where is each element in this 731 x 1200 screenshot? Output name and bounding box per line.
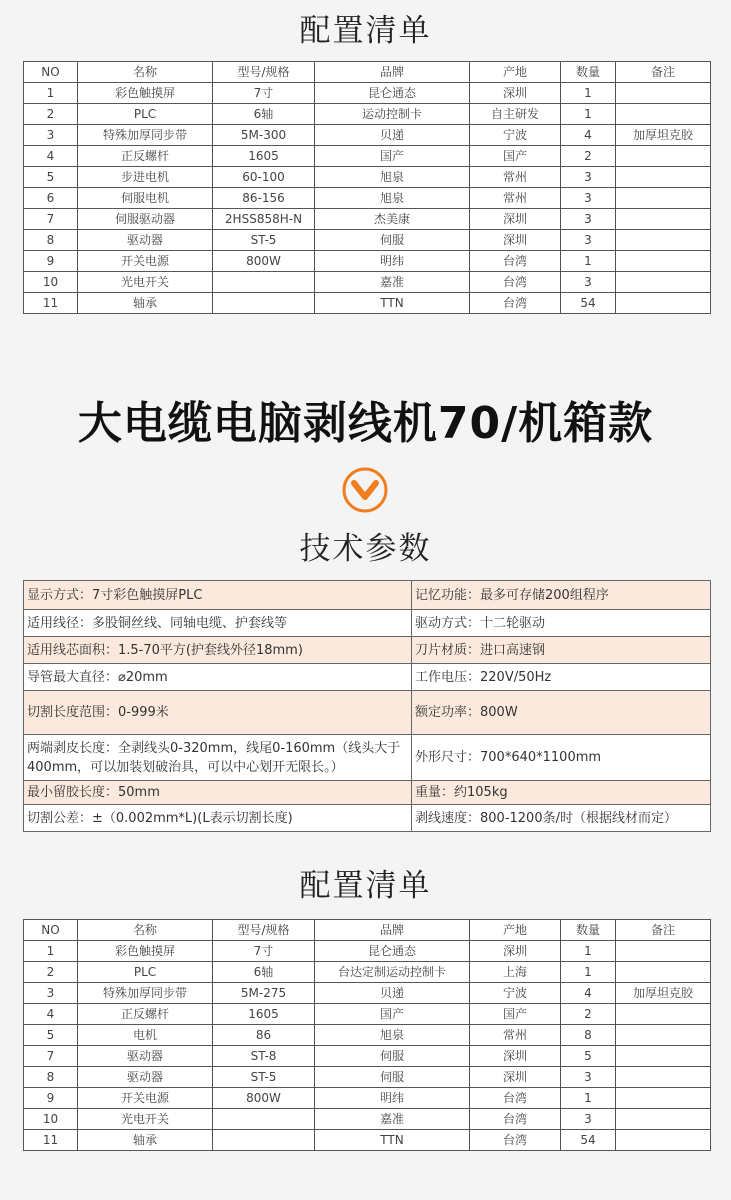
table-cell: 常州 — [470, 167, 561, 188]
table-cell: 轴承 — [78, 1130, 213, 1151]
column-header: NO — [24, 62, 78, 83]
table-row — [24, 272, 711, 293]
spec-cell: 两端剥皮长度：全剥线头0-320mm，线尾0-160mm（线头大于400mm，可以加装划破治具，可以中心划开无限长。） — [24, 735, 412, 781]
table-cell: 11 — [24, 293, 78, 314]
table-row — [24, 104, 711, 125]
table-header-row — [24, 920, 711, 941]
table-cell: 3 — [561, 272, 616, 293]
table-cell: 嘉准 — [315, 272, 470, 293]
table-cell: 3 — [561, 167, 616, 188]
table-cell: 6轴 — [213, 104, 315, 125]
table-cell: 8 — [24, 1067, 78, 1088]
table-cell — [616, 1067, 711, 1088]
table-cell: 5 — [24, 1025, 78, 1046]
column-header: 数量 — [561, 62, 616, 83]
table-cell: 国产 — [315, 1004, 470, 1025]
table-cell: 1 — [561, 251, 616, 272]
column-header: 型号/规格 — [213, 920, 315, 941]
table-cell: 驱动器 — [78, 1067, 213, 1088]
table-cell: 国产 — [315, 146, 470, 167]
table-row — [24, 1004, 711, 1025]
table-cell: 伺服 — [315, 230, 470, 251]
table-row — [24, 209, 711, 230]
table-cell — [616, 1046, 711, 1067]
column-header: 品牌 — [315, 920, 470, 941]
table-cell: 3 — [561, 188, 616, 209]
table-cell: 杰美康 — [315, 209, 470, 230]
table-row — [24, 188, 711, 209]
spec-cell: 刀片材质：进口高速钢 — [412, 637, 711, 664]
config2-title: 配置清单 — [299, 868, 432, 904]
table-cell: ST-5 — [213, 230, 315, 251]
table-cell: 开关电源 — [78, 1088, 213, 1109]
table-cell: 驱动器 — [78, 230, 213, 251]
table-cell: 台湾 — [470, 1109, 561, 1130]
table-cell: 5M-300 — [213, 125, 315, 146]
table-cell: 正反螺杆 — [78, 146, 213, 167]
spec-cell: 工作电压：220V/50Hz — [412, 664, 711, 691]
product-title: 大电缆电脑剥线机70/机箱款 — [77, 398, 654, 449]
spec-row — [24, 581, 711, 610]
spec-cell: 适用线芯面积：1.5-70平方(护套线外径18mm) — [24, 637, 412, 664]
table-cell: 运动控制卡 — [315, 104, 470, 125]
table-row — [24, 83, 711, 104]
table-cell: 台湾 — [470, 1130, 561, 1151]
table-cell — [616, 83, 711, 104]
table-cell — [616, 941, 711, 962]
table-row — [24, 251, 711, 272]
table-cell: 3 — [561, 1109, 616, 1130]
table-cell: 台湾 — [470, 251, 561, 272]
table-cell: 11 — [24, 1130, 78, 1151]
table-cell: 1605 — [213, 1004, 315, 1025]
table-cell: 7寸 — [213, 941, 315, 962]
spec-cell: 剥线速度：800-1200条/时（根据线材而定） — [412, 805, 711, 832]
table-cell: 轴承 — [78, 293, 213, 314]
table-cell — [616, 104, 711, 125]
table-cell: 7寸 — [213, 83, 315, 104]
table-cell — [616, 962, 711, 983]
specs-title: 技术参数 — [299, 531, 432, 567]
table-cell — [616, 293, 711, 314]
table-cell: 2 — [561, 1004, 616, 1025]
table-cell: 5 — [561, 1046, 616, 1067]
table-cell — [616, 272, 711, 293]
table-cell — [616, 146, 711, 167]
spec-row — [24, 664, 711, 691]
table-cell: 1605 — [213, 146, 315, 167]
table-cell: 旭泉 — [315, 188, 470, 209]
table-cell: 4 — [24, 146, 78, 167]
table-cell: 伺服驱动器 — [78, 209, 213, 230]
table-cell: 常州 — [470, 1025, 561, 1046]
specs-table — [23, 580, 711, 832]
table-row — [24, 1088, 711, 1109]
table-cell: 5M-275 — [213, 983, 315, 1004]
table-cell — [213, 272, 315, 293]
table-cell: PLC — [78, 104, 213, 125]
table-cell — [616, 230, 711, 251]
table-cell: 86-156 — [213, 188, 315, 209]
table-cell: 贝递 — [315, 125, 470, 146]
column-header: NO — [24, 920, 78, 941]
table-cell: 台湾 — [470, 1088, 561, 1109]
table-row — [24, 146, 711, 167]
table-cell — [213, 1130, 315, 1151]
table-cell: 驱动器 — [78, 1046, 213, 1067]
table-cell: 7 — [24, 209, 78, 230]
table-cell: 伺服 — [315, 1046, 470, 1067]
table-row — [24, 167, 711, 188]
table-row — [24, 125, 711, 146]
table-cell: 1 — [24, 83, 78, 104]
table-cell — [616, 1088, 711, 1109]
table-row — [24, 1109, 711, 1130]
spec-row — [24, 781, 711, 805]
table-cell: 伺服电机 — [78, 188, 213, 209]
column-header: 名称 — [78, 920, 213, 941]
table-cell: 1 — [561, 1088, 616, 1109]
table-cell: 6 — [24, 188, 78, 209]
table-cell: 加厚坦克胶 — [616, 125, 711, 146]
table-cell: 60-100 — [213, 167, 315, 188]
table-cell: 步进电机 — [78, 167, 213, 188]
spec-cell: 适用线径：多股铜丝线、同轴电缆、护套线等 — [24, 610, 412, 637]
table-cell: 4 — [561, 983, 616, 1004]
spec-row — [24, 637, 711, 664]
spec-row — [24, 735, 711, 781]
table-cell: 1 — [561, 941, 616, 962]
table-cell: 明纬 — [315, 1088, 470, 1109]
table-cell — [213, 1109, 315, 1130]
table-cell: 6轴 — [213, 962, 315, 983]
column-header: 品牌 — [315, 62, 470, 83]
column-header: 备注 — [616, 920, 711, 941]
table-cell: 宁波 — [470, 125, 561, 146]
table-cell: 深圳 — [470, 209, 561, 230]
table-cell: 旭泉 — [315, 167, 470, 188]
spec-cell: 最小留胶长度：50mm — [24, 781, 412, 805]
table-cell: 2 — [24, 104, 78, 125]
table-cell: 9 — [24, 251, 78, 272]
table-cell: 8 — [24, 230, 78, 251]
table-cell: 台湾 — [470, 272, 561, 293]
table-cell: PLC — [78, 962, 213, 983]
table-cell: 10 — [24, 272, 78, 293]
table-cell: 800W — [213, 251, 315, 272]
spec-cell: 外形尺寸：700*640*1100mm — [412, 735, 711, 781]
table-cell: 2 — [561, 146, 616, 167]
column-header: 产地 — [470, 920, 561, 941]
table-cell — [213, 293, 315, 314]
spec-cell: 重量：约105kg — [412, 781, 711, 805]
table-cell: 正反螺杆 — [78, 1004, 213, 1025]
table-cell: TTN — [315, 1130, 470, 1151]
table-cell: 光电开关 — [78, 1109, 213, 1130]
table-cell: 1 — [561, 83, 616, 104]
spec-cell: 驱动方式：十二轮驱动 — [412, 610, 711, 637]
table-cell: 3 — [24, 983, 78, 1004]
table-cell: 彩色触摸屏 — [78, 941, 213, 962]
table-cell: 常州 — [470, 188, 561, 209]
table-cell: 1 — [561, 104, 616, 125]
table-cell: 开关电源 — [78, 251, 213, 272]
table-cell: 54 — [561, 293, 616, 314]
table-cell: ST-8 — [213, 1046, 315, 1067]
table-cell: 5 — [24, 167, 78, 188]
table-cell: 加厚坦克胶 — [616, 983, 711, 1004]
table-cell: 电机 — [78, 1025, 213, 1046]
table-cell: 特殊加厚同步带 — [78, 983, 213, 1004]
chevron-down-circle-icon — [341, 466, 389, 514]
spec-cell: 导管最大直径：⌀20mm — [24, 664, 412, 691]
table-cell — [616, 167, 711, 188]
table-cell: 光电开关 — [78, 272, 213, 293]
config1-title: 配置清单 — [299, 13, 432, 49]
config1-table — [23, 61, 711, 314]
table-cell: 昆仑通态 — [315, 83, 470, 104]
table-cell: 台达定制运动控制卡 — [315, 962, 470, 983]
table-cell: 旭泉 — [315, 1025, 470, 1046]
column-header: 备注 — [616, 62, 711, 83]
table-cell: 自主研发 — [470, 104, 561, 125]
table-cell: 贝递 — [315, 983, 470, 1004]
table-cell: 特殊加厚同步带 — [78, 125, 213, 146]
table-cell — [616, 209, 711, 230]
table-cell: 86 — [213, 1025, 315, 1046]
table-cell: 深圳 — [470, 230, 561, 251]
table-cell — [616, 1025, 711, 1046]
spec-cell: 切割公差：±（0.002mm*L)(L表示切割长度) — [24, 805, 412, 832]
table-cell: 彩色触摸屏 — [78, 83, 213, 104]
table-row — [24, 1025, 711, 1046]
table-cell — [616, 1004, 711, 1025]
table-cell: TTN — [315, 293, 470, 314]
table-cell: 3 — [561, 1067, 616, 1088]
table-row — [24, 1130, 711, 1151]
table-cell: 深圳 — [470, 1067, 561, 1088]
table-row — [24, 983, 711, 1004]
table-cell — [616, 1109, 711, 1130]
table-row — [24, 1067, 711, 1088]
spec-row — [24, 610, 711, 637]
spec-cell: 显示方式：7寸彩色触摸屏PLC — [24, 581, 412, 610]
table-cell: 4 — [24, 1004, 78, 1025]
table-cell: 伺服 — [315, 1067, 470, 1088]
table-cell: 1 — [24, 941, 78, 962]
table-cell: 嘉准 — [315, 1109, 470, 1130]
column-header: 名称 — [78, 62, 213, 83]
table-cell: 10 — [24, 1109, 78, 1130]
spec-row — [24, 691, 711, 735]
table-header-row — [24, 62, 711, 83]
table-cell: 3 — [561, 230, 616, 251]
column-header: 产地 — [470, 62, 561, 83]
table-cell: 2 — [24, 962, 78, 983]
spec-cell: 额定功率：800W — [412, 691, 711, 735]
table-row — [24, 230, 711, 251]
column-header: 型号/规格 — [213, 62, 315, 83]
table-row — [24, 1046, 711, 1067]
spec-cell: 记忆功能：最多可存储200组程序 — [412, 581, 711, 610]
table-cell: 深圳 — [470, 941, 561, 962]
column-header: 数量 — [561, 920, 616, 941]
table-cell: 8 — [561, 1025, 616, 1046]
spec-row — [24, 805, 711, 832]
table-cell: 深圳 — [470, 1046, 561, 1067]
table-cell: 9 — [24, 1088, 78, 1109]
table-cell: 2HSS858H-N — [213, 209, 315, 230]
table-cell: 3 — [561, 209, 616, 230]
table-row — [24, 293, 711, 314]
config2-table — [23, 919, 711, 1151]
table-cell: 明纬 — [315, 251, 470, 272]
table-cell: 800W — [213, 1088, 315, 1109]
table-cell: 国产 — [470, 146, 561, 167]
table-cell: 台湾 — [470, 293, 561, 314]
table-cell: 3 — [24, 125, 78, 146]
table-cell: 宁波 — [470, 983, 561, 1004]
table-cell: 国产 — [470, 1004, 561, 1025]
table-cell: 7 — [24, 1046, 78, 1067]
table-cell — [616, 1130, 711, 1151]
table-cell: 4 — [561, 125, 616, 146]
table-cell: 54 — [561, 1130, 616, 1151]
table-cell — [616, 251, 711, 272]
table-cell: 上海 — [470, 962, 561, 983]
table-cell: ST-5 — [213, 1067, 315, 1088]
table-cell: 1 — [561, 962, 616, 983]
spec-cell: 切割长度范围：0-999米 — [24, 691, 412, 735]
table-cell — [616, 188, 711, 209]
table-row — [24, 962, 711, 983]
table-cell: 昆仑通态 — [315, 941, 470, 962]
table-row — [24, 941, 711, 962]
table-cell: 深圳 — [470, 83, 561, 104]
